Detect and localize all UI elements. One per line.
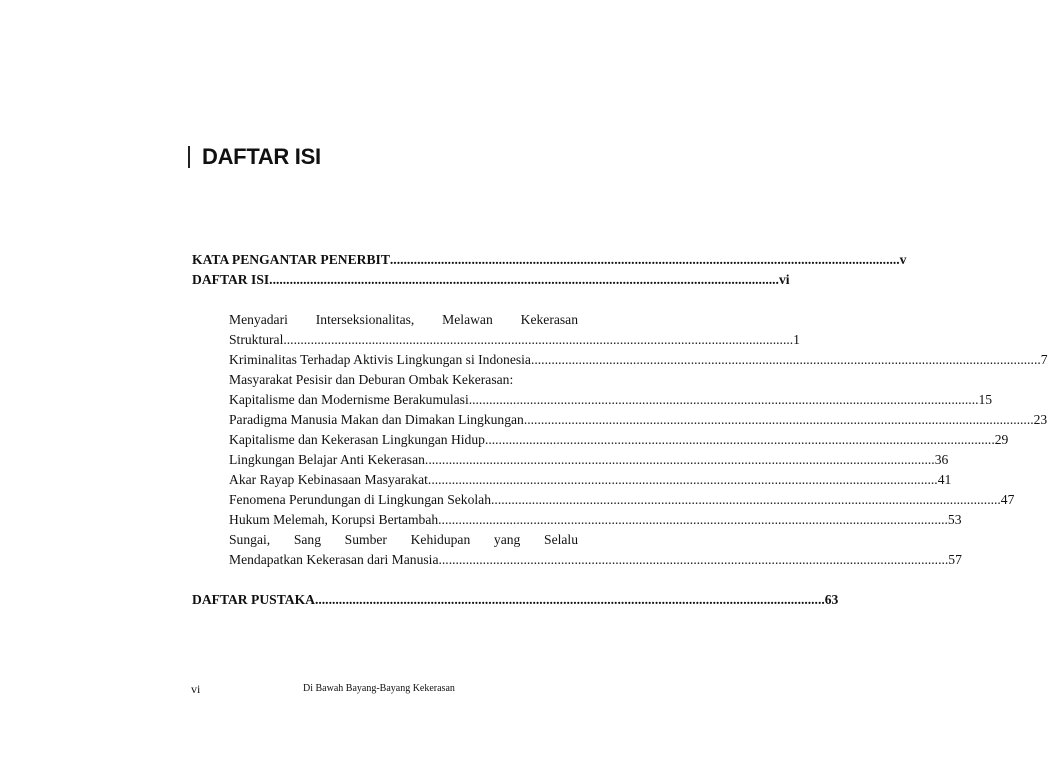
toc-entry-label: Mendapatkan Kekerasan dari Manusia	[229, 552, 439, 567]
toc-entry-label: KATA PENGANTAR PENERBIT	[192, 252, 390, 267]
toc-entry-line: Sungai, Sang Sumber Kehidupan yang Selalu	[229, 532, 578, 547]
toc-entry-line: Menyadari Interseksionalitas, Melawan Kekerasan	[229, 312, 578, 327]
toc-leader-dots	[438, 510, 948, 530]
toc-entry-chapter-9[interactable]	[229, 510, 962, 530]
toc-entry-chapter-2[interactable]	[229, 350, 1048, 370]
toc-leader-dots	[469, 390, 979, 410]
toc-entry-label: Fenomena Perundungan di Lingkungan Sekolah	[229, 492, 492, 507]
running-title: Di Bawah Bayang-Bayang Kekerasan	[303, 683, 455, 694]
toc-entry-chapter-6[interactable]	[229, 450, 949, 470]
toc-leader-dots	[491, 490, 1001, 510]
toc-entry-daftar-isi[interactable]	[192, 270, 790, 290]
toc-entry-label: Akar Rayap Kebinasaan Masyarakat	[229, 472, 428, 487]
toc-entry-line: Masyarakat Pesisir dan Deburan Ombak Kekerasan:	[229, 372, 514, 387]
toc-entry-page: 53	[947, 512, 962, 527]
toc-leader-dots	[390, 250, 900, 270]
toc-entry-page: 36	[934, 452, 949, 467]
toc-entry-page: 23	[1033, 412, 1048, 427]
toc-entry-label: Kapitalisme dan Modernisme Berakumulasi	[229, 392, 469, 407]
toc-leader-dots	[531, 350, 1041, 370]
toc-entry-chapter-10[interactable]	[229, 530, 962, 570]
toc-leader-dots	[524, 410, 1034, 430]
toc-entry-page: 41	[937, 472, 952, 487]
toc-entry-label: Hukum Melemah, Korupsi Bertambah	[229, 512, 439, 527]
toc-entry-label: DAFTAR ISI	[192, 272, 270, 287]
toc-entry-page: 7	[1040, 352, 1048, 367]
toc-entry-page: 57	[948, 552, 962, 567]
toc-entry-label: Kriminalitas Terhadap Aktivis Lingkungan si Indonesia	[229, 352, 531, 367]
toc-entry-page: 47	[1000, 492, 1015, 507]
page-number: vi	[191, 682, 201, 696]
toc-entry-page: v	[899, 252, 907, 267]
toc-leader-dots	[269, 270, 779, 290]
page-title-text: DAFTAR ISI	[202, 144, 321, 169]
toc-entry-chapter-7[interactable]	[229, 470, 952, 490]
toc-entry-label: DAFTAR PUSTAKA	[192, 592, 315, 607]
toc-entry-page: 29	[994, 432, 1009, 447]
toc-entry-label: Struktural	[229, 332, 284, 347]
title-bar-decoration	[188, 146, 190, 168]
toc-leader-dots	[315, 590, 825, 610]
toc-entry-page: 1	[793, 332, 800, 347]
toc-entry-label: Kapitalisme dan Kekerasan Lingkungan Hidup	[229, 432, 485, 447]
toc-entry-chapter-1[interactable]	[229, 310, 800, 350]
toc-entry-label: Lingkungan Belajar Anti Kekerasan	[229, 452, 425, 467]
toc-entry-chapter-4[interactable]	[229, 410, 1048, 430]
page-title	[188, 142, 321, 172]
toc-leader-dots	[428, 470, 938, 490]
toc-entry-page: 63	[824, 592, 839, 607]
table-of-contents	[192, 250, 1048, 610]
toc-leader-dots	[283, 330, 793, 350]
toc-entry-chapter-8[interactable]	[229, 490, 1015, 510]
toc-leader-dots	[439, 550, 949, 570]
toc-entry-chapter-5[interactable]	[229, 430, 1009, 450]
toc-entry-page: 15	[978, 392, 993, 407]
toc-entry-page: vi	[778, 272, 790, 287]
toc-chapters	[192, 310, 1048, 570]
toc-entry-kata-pengantar[interactable]	[192, 250, 907, 270]
toc-entry-chapter-3[interactable]	[229, 370, 993, 410]
toc-leader-dots	[425, 450, 935, 470]
toc-entry-daftar-pustaka[interactable]	[192, 590, 839, 610]
toc-leader-dots	[485, 430, 995, 450]
toc-entry-label: Paradigma Manusia Makan dan Dimakan Lingkungan	[229, 412, 524, 427]
